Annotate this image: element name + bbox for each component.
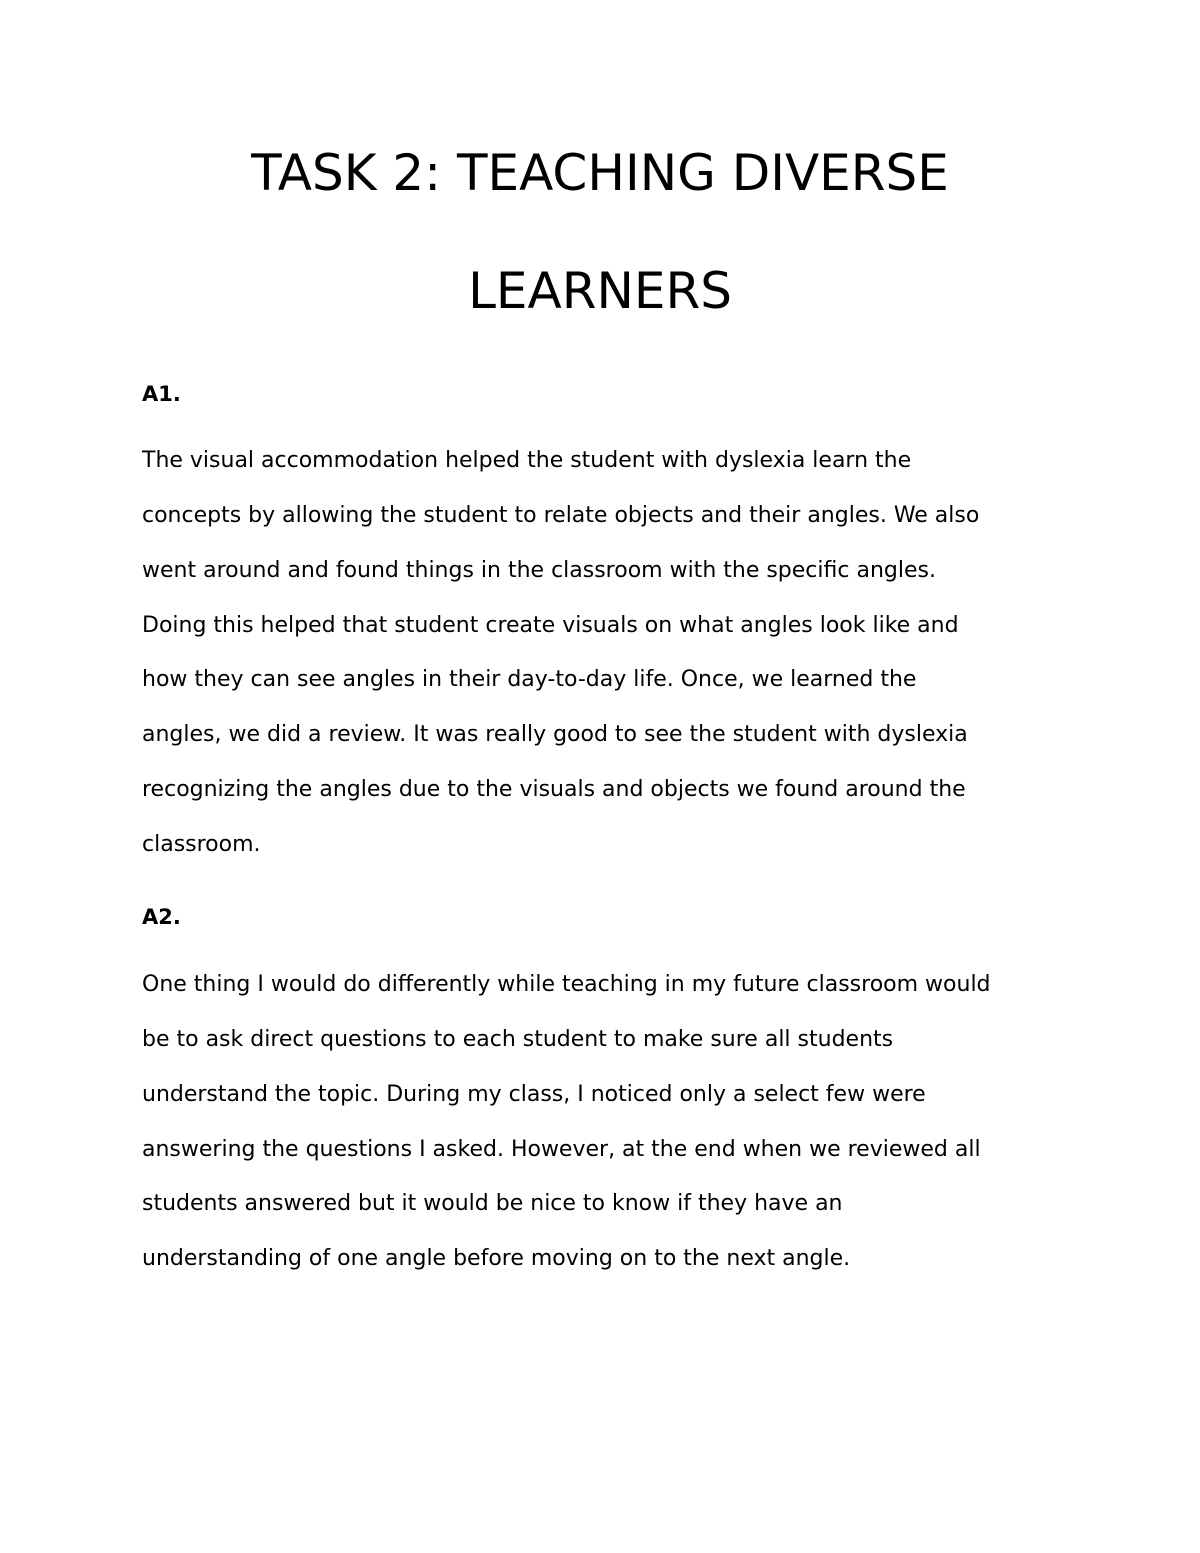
document-title-line-2: LEARNERS	[468, 262, 732, 320]
paragraph-line: concepts by allowing the student to relate objects and their angles. We also	[142, 503, 980, 528]
paragraph-line: how they can see angles in their day-to-day life. Once, we learned the	[142, 667, 917, 692]
paragraph-line: Doing this helped that student create visuals on what angles look like and	[142, 613, 959, 638]
paragraph-line: understand the topic. During my class, I noticed only a select few were	[142, 1082, 926, 1107]
paragraph-line: be to ask direct questions to each student to make sure all students	[142, 1027, 894, 1052]
paragraph-line: classroom.	[142, 832, 261, 857]
paragraph-line: recognizing the angles due to the visuals and objects we found around the	[142, 777, 966, 802]
paragraph-line: students answered but it would be nice to know if they have an	[142, 1191, 843, 1216]
section-heading-a2: A2.	[142, 905, 181, 929]
paragraph-line: understanding of one angle before moving on to the next angle.	[142, 1246, 851, 1271]
paragraph-line: One thing I would do differently while teaching in my future classroom would	[142, 972, 991, 997]
paragraph-line: The visual accommodation helped the student with dyslexia learn the	[142, 448, 912, 473]
paragraph-line: angles, we did a review. It was really good to see the student with dyslexia	[142, 722, 968, 747]
paragraph-line: went around and found things in the classroom with the specific angles.	[142, 558, 936, 583]
paragraph-line: answering the questions I asked. However, at the end when we reviewed all	[142, 1137, 981, 1162]
section-heading-a1: A1.	[142, 382, 181, 406]
document-title-line-1: TASK 2: TEACHING DIVERSE	[251, 144, 949, 202]
